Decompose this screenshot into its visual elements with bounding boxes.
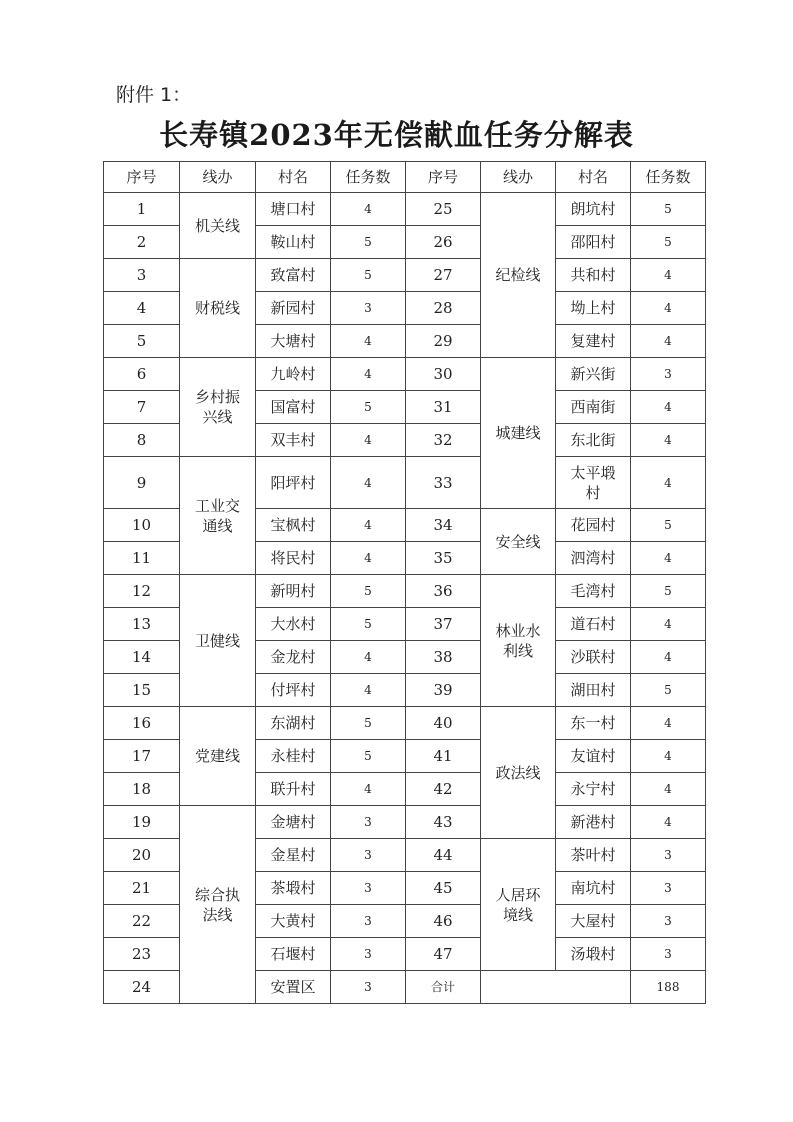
header-seq: 序号 xyxy=(406,162,481,193)
village-cell: 毛湾村 xyxy=(556,575,631,608)
village-cell: 南坑村 xyxy=(556,872,631,905)
office-line: 人居环 xyxy=(495,885,541,904)
village-cell: 坳上村 xyxy=(556,292,631,325)
village-cell: 汤塅村 xyxy=(556,938,631,971)
tasks-cell: 4 xyxy=(331,641,406,674)
tasks-cell: 5 xyxy=(331,608,406,641)
attachment-label: 附件 1： xyxy=(116,84,192,106)
seq-cell: 35 xyxy=(406,542,481,575)
office-cell: 城建线 xyxy=(481,358,556,509)
seq-cell: 5 xyxy=(104,325,180,358)
office-cell xyxy=(180,806,256,1004)
seq-cell: 10 xyxy=(104,509,180,542)
seq-cell: 13 xyxy=(104,608,180,641)
tasks-cell: 3 xyxy=(331,872,406,905)
total-value: 188 xyxy=(631,971,706,1004)
tasks-cell: 4 xyxy=(331,325,406,358)
seq-cell: 38 xyxy=(406,641,481,674)
office-cell xyxy=(180,358,256,457)
village-cell: 付坪村 xyxy=(256,674,331,707)
seq-cell: 44 xyxy=(406,839,481,872)
header-village: 村名 xyxy=(556,162,631,193)
tasks-cell: 3 xyxy=(331,905,406,938)
tasks-cell: 4 xyxy=(631,542,706,575)
seq-cell: 36 xyxy=(406,575,481,608)
tasks-cell: 5 xyxy=(631,226,706,259)
tasks-cell: 4 xyxy=(631,806,706,839)
tasks-cell: 4 xyxy=(631,740,706,773)
seq-cell: 6 xyxy=(104,358,180,391)
header-office: 线办 xyxy=(481,162,556,193)
header-village: 村名 xyxy=(256,162,331,193)
table-row xyxy=(104,193,706,226)
seq-cell: 40 xyxy=(406,707,481,740)
seq-cell: 9 xyxy=(104,457,180,509)
tasks-cell: 3 xyxy=(631,905,706,938)
village-cell: 阳坪村 xyxy=(256,457,331,509)
office-line: 利线 xyxy=(502,641,533,660)
table-row xyxy=(104,707,706,740)
tasks-cell: 4 xyxy=(631,325,706,358)
seq-cell: 20 xyxy=(104,839,180,872)
seq-cell: 4 xyxy=(104,292,180,325)
table-row xyxy=(104,575,706,608)
tasks-cell: 4 xyxy=(331,509,406,542)
village-cell: 双丰村 xyxy=(256,424,331,457)
village-cell: 大黄村 xyxy=(256,905,331,938)
seq-cell: 28 xyxy=(406,292,481,325)
village-cell: 金星村 xyxy=(256,839,331,872)
tasks-cell: 3 xyxy=(331,292,406,325)
office-cell: 党建线 xyxy=(180,707,256,806)
village-cell: 新兴街 xyxy=(556,358,631,391)
village-cell: 永宁村 xyxy=(556,773,631,806)
seq-cell: 37 xyxy=(406,608,481,641)
village-cell: 金塘村 xyxy=(256,806,331,839)
seq-cell: 11 xyxy=(104,542,180,575)
office-line: 通线 xyxy=(202,516,233,535)
village-cell: 邵阳村 xyxy=(556,226,631,259)
village-cell: 复建村 xyxy=(556,325,631,358)
total-label: 合计 xyxy=(406,971,481,1004)
tasks-cell: 4 xyxy=(631,457,706,509)
tasks-cell: 4 xyxy=(631,391,706,424)
tasks-cell: 4 xyxy=(631,608,706,641)
seq-cell: 18 xyxy=(104,773,180,806)
seq-cell: 19 xyxy=(104,806,180,839)
table-row xyxy=(104,358,706,391)
tasks-cell: 4 xyxy=(331,773,406,806)
village-cell: 东一村 xyxy=(556,707,631,740)
village-cell xyxy=(556,457,631,509)
tasks-cell: 4 xyxy=(631,424,706,457)
village-cell: 将民村 xyxy=(256,542,331,575)
village-cell: 泗湾村 xyxy=(556,542,631,575)
office-cell: 纪检线 xyxy=(481,193,556,358)
office-line: 乡村振 xyxy=(194,388,240,406)
tasks-cell: 4 xyxy=(631,259,706,292)
tasks-cell: 5 xyxy=(331,391,406,424)
office-cell xyxy=(481,839,556,971)
seq-cell: 24 xyxy=(104,971,180,1004)
seq-cell: 25 xyxy=(406,193,481,226)
office-cell: 安全线 xyxy=(481,509,556,575)
seq-cell: 7 xyxy=(104,391,180,424)
seq-cell: 47 xyxy=(406,938,481,971)
tasks-cell: 3 xyxy=(631,872,706,905)
tasks-cell: 3 xyxy=(331,938,406,971)
village-cell: 茶塅村 xyxy=(256,872,331,905)
office-cell xyxy=(180,457,256,575)
header-tasks: 任务数 xyxy=(331,162,406,193)
tasks-cell: 3 xyxy=(331,971,406,1004)
seq-cell: 12 xyxy=(104,575,180,608)
village-cell: 宝枫村 xyxy=(256,509,331,542)
tasks-cell: 3 xyxy=(331,839,406,872)
tasks-cell: 4 xyxy=(331,457,406,509)
table-row xyxy=(104,457,706,509)
village-cell: 鞍山村 xyxy=(256,226,331,259)
village-cell: 石堰村 xyxy=(256,938,331,971)
table-row xyxy=(104,806,706,839)
tasks-cell: 3 xyxy=(631,358,706,391)
seq-cell: 41 xyxy=(406,740,481,773)
village-cell: 新明村 xyxy=(256,575,331,608)
village-cell: 湖田村 xyxy=(556,674,631,707)
office-line: 综合执 xyxy=(194,885,240,904)
seq-cell: 31 xyxy=(406,391,481,424)
tasks-cell: 5 xyxy=(631,575,706,608)
office-line: 法线 xyxy=(202,905,233,924)
seq-cell: 8 xyxy=(104,424,180,457)
table-row xyxy=(104,259,706,292)
seq-cell: 21 xyxy=(104,872,180,905)
tasks-cell: 4 xyxy=(331,424,406,457)
seq-cell: 14 xyxy=(104,641,180,674)
village-cell: 永桂村 xyxy=(256,740,331,773)
tasks-cell: 3 xyxy=(331,806,406,839)
tasks-cell: 4 xyxy=(331,542,406,575)
seq-cell: 42 xyxy=(406,773,481,806)
tasks-cell: 4 xyxy=(631,773,706,806)
village-cell: 安置区 xyxy=(256,971,331,1004)
seq-cell: 45 xyxy=(406,872,481,905)
seq-cell: 43 xyxy=(406,806,481,839)
seq-cell: 27 xyxy=(406,259,481,292)
village-cell: 联升村 xyxy=(256,773,331,806)
tasks-cell: 5 xyxy=(331,707,406,740)
tasks-cell: 5 xyxy=(631,509,706,542)
seq-cell: 15 xyxy=(104,674,180,707)
village-cell: 国富村 xyxy=(256,391,331,424)
tasks-cell: 4 xyxy=(331,193,406,226)
village-cell: 东湖村 xyxy=(256,707,331,740)
office-line: 兴线 xyxy=(202,408,233,426)
village-cell: 九岭村 xyxy=(256,358,331,391)
seq-cell: 3 xyxy=(104,259,180,292)
seq-cell: 2 xyxy=(104,226,180,259)
tasks-cell: 3 xyxy=(631,839,706,872)
header-office: 线办 xyxy=(180,162,256,193)
seq-cell: 30 xyxy=(406,358,481,391)
village-cell: 新园村 xyxy=(256,292,331,325)
seq-cell: 16 xyxy=(104,707,180,740)
task-table xyxy=(103,161,706,1004)
village-cell: 西南街 xyxy=(556,391,631,424)
tasks-cell: 5 xyxy=(331,575,406,608)
village-cell: 大屋村 xyxy=(556,905,631,938)
village-cell: 塘口村 xyxy=(256,193,331,226)
village-cell: 茶叶村 xyxy=(556,839,631,872)
seq-cell: 17 xyxy=(104,740,180,773)
header-seq: 序号 xyxy=(104,162,180,193)
tasks-cell: 3 xyxy=(631,938,706,971)
village-cell: 大水村 xyxy=(256,608,331,641)
office-cell: 财税线 xyxy=(180,259,256,358)
village-cell: 道石村 xyxy=(556,608,631,641)
table-header-row xyxy=(104,162,706,193)
village-cell: 沙联村 xyxy=(556,641,631,674)
village-cell: 新港村 xyxy=(556,806,631,839)
seq-cell: 46 xyxy=(406,905,481,938)
office-cell: 政法线 xyxy=(481,707,556,839)
village-line: 村 xyxy=(585,483,601,502)
page-title: 长寿镇2023年无偿献血任务分解表 xyxy=(159,118,634,152)
tasks-cell: 4 xyxy=(631,641,706,674)
village-cell: 金龙村 xyxy=(256,641,331,674)
seq-cell: 33 xyxy=(406,457,481,509)
seq-cell: 34 xyxy=(406,509,481,542)
village-cell: 花园村 xyxy=(556,509,631,542)
village-cell: 致富村 xyxy=(256,259,331,292)
office-cell: 机关线 xyxy=(180,193,256,259)
tasks-cell: 4 xyxy=(631,292,706,325)
seq-cell: 22 xyxy=(104,905,180,938)
tasks-cell: 4 xyxy=(631,707,706,740)
tasks-cell: 4 xyxy=(331,674,406,707)
tasks-cell: 4 xyxy=(331,358,406,391)
tasks-cell: 5 xyxy=(331,259,406,292)
seq-cell: 32 xyxy=(406,424,481,457)
seq-cell: 29 xyxy=(406,325,481,358)
header-tasks: 任务数 xyxy=(631,162,706,193)
office-line: 林业水 xyxy=(495,621,541,640)
seq-cell: 26 xyxy=(406,226,481,259)
village-cell: 大塘村 xyxy=(256,325,331,358)
tasks-cell: 5 xyxy=(631,674,706,707)
village-cell: 东北街 xyxy=(556,424,631,457)
village-cell: 友谊村 xyxy=(556,740,631,773)
office-line: 境线 xyxy=(502,905,533,924)
seq-cell: 23 xyxy=(104,938,180,971)
seq-cell: 39 xyxy=(406,674,481,707)
village-line: 太平塅 xyxy=(570,463,616,482)
total-spacer xyxy=(481,971,631,1004)
office-cell xyxy=(481,575,556,707)
seq-cell: 1 xyxy=(104,193,180,226)
tasks-cell: 5 xyxy=(331,226,406,259)
village-cell: 朗坑村 xyxy=(556,193,631,226)
tasks-cell: 5 xyxy=(331,740,406,773)
office-cell: 卫健线 xyxy=(180,575,256,707)
office-line: 工业交 xyxy=(194,496,240,515)
tasks-cell: 5 xyxy=(631,193,706,226)
village-cell: 共和村 xyxy=(556,259,631,292)
